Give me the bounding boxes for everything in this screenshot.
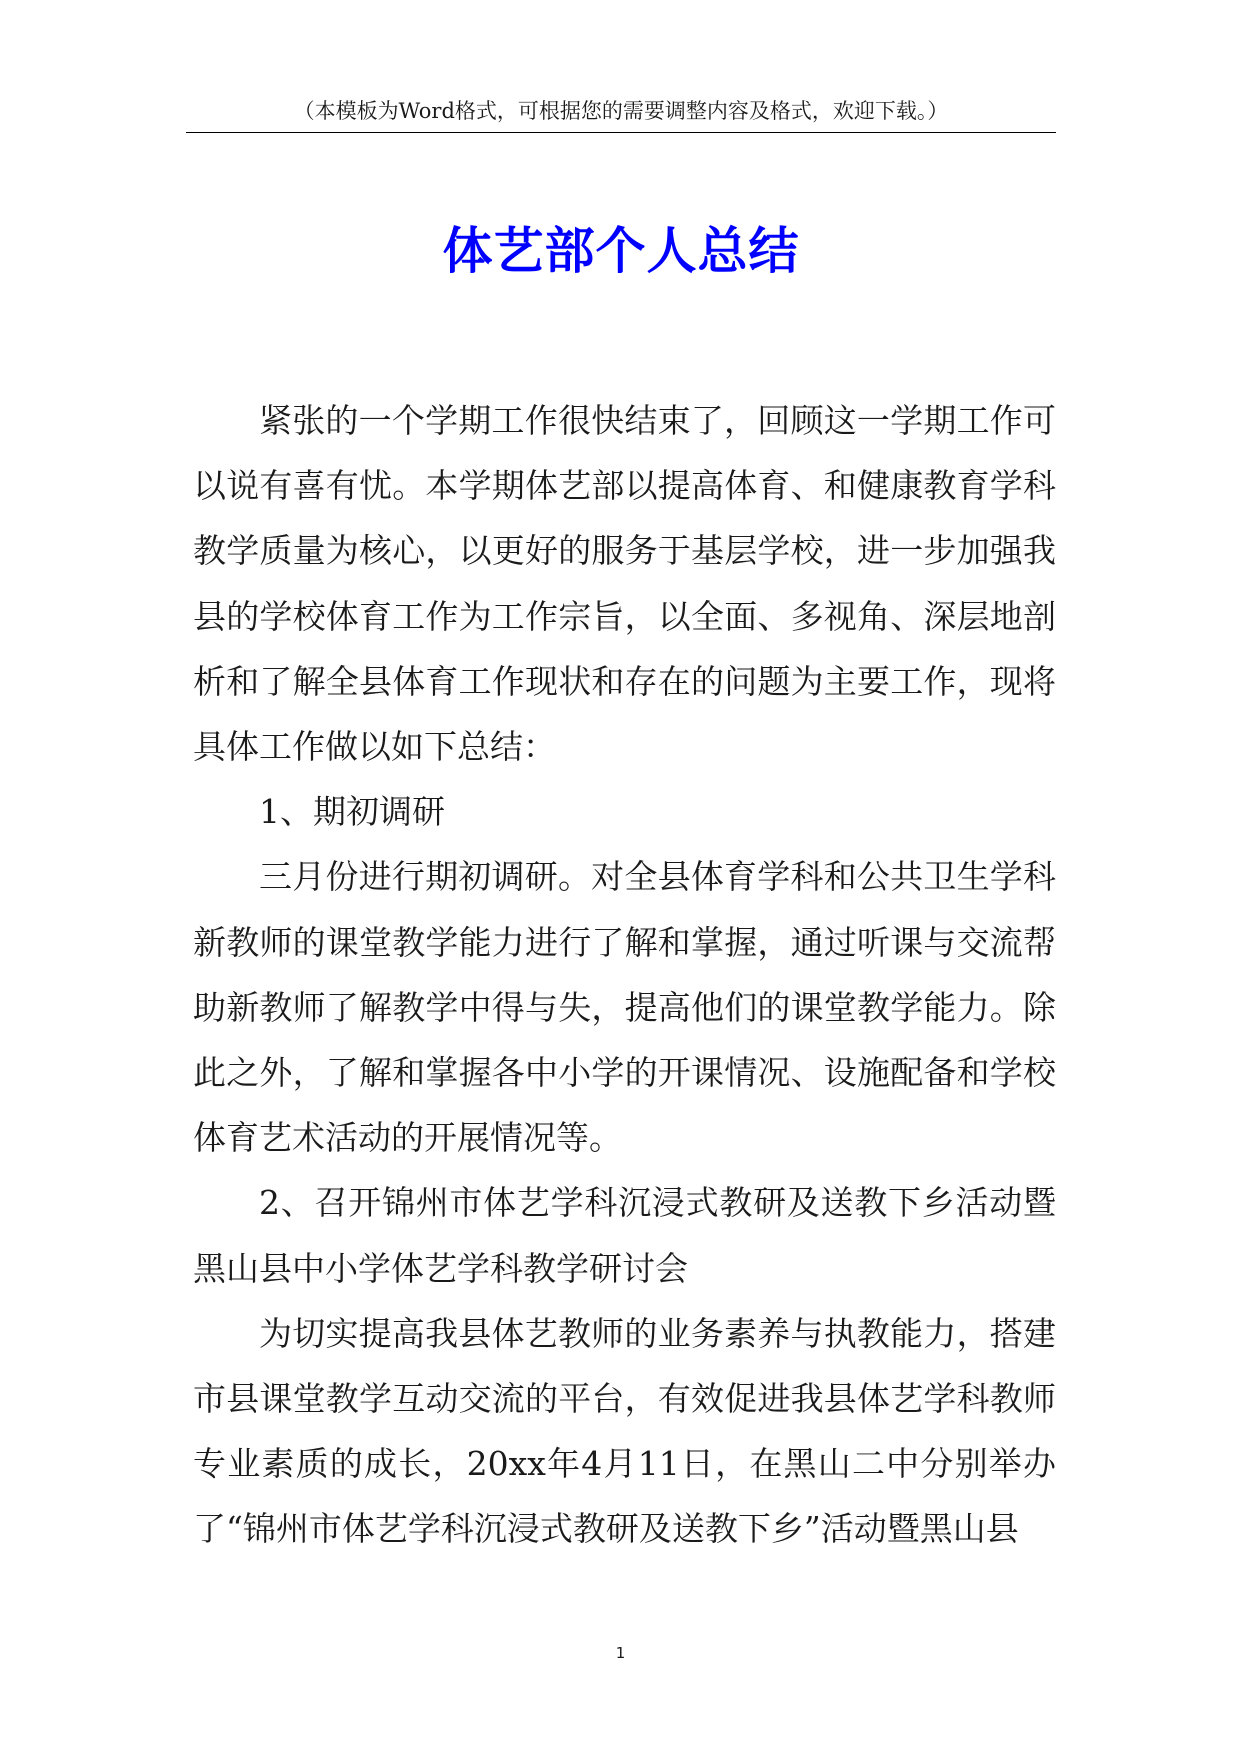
page-number: 1: [615, 1644, 626, 1662]
header-note: （本模板为Word格式，可根据您的需要调整内容及格式，欢迎下载。）: [293, 99, 949, 123]
document-body: [193, 388, 1056, 1562]
paragraph-intro: 紧张的一个学期工作很快结束了，回顾这一学期工作可以说有喜有忧。本学期体艺部以提高体育、和健康教育学科教学质量为核心，以更好的服务于基层学校，进一步加强我县的学校体育工作为工作宗旨，以全面、多视角、深层地剖析和了解全县体育工作现状和存在的问题为主要工作，现将具体工作做以如下总结：: [193, 401, 1056, 767]
section-heading-1: 1、期初调研: [259, 792, 445, 832]
section-heading-2: 2、召开锦州市体艺学科沉浸式教研及送教下乡活动暨黑山县中小学体艺学科教学研讨会: [193, 1183, 1056, 1288]
document-title: 体艺部个人总结: [442, 222, 800, 280]
header-divider: [186, 132, 1056, 133]
paragraph-section-1: 三月份进行期初调研。对全县体育学科和公共卫生学科新教师的课堂教学能力进行了解和掌握，通过听课与交流帮助新教师了解教学中得与失，提高他们的课堂教学能力。除此之外，了解和掌握各中小学的开课情况、设施配备和学校体育艺术活动的开展情况等。: [193, 857, 1056, 1158]
paragraph-section-2: 为切实提高我县体艺教师的业务素养与执教能力，搭建市县课堂教学互动交流的平台，有效促进我县体艺学科教师专业素质的成长，20xx年4月11日，在黑山二中分别举办了“锦州市体艺学科沉浸式教研及送教下乡”活动暨黑山县: [193, 1313, 1056, 1549]
